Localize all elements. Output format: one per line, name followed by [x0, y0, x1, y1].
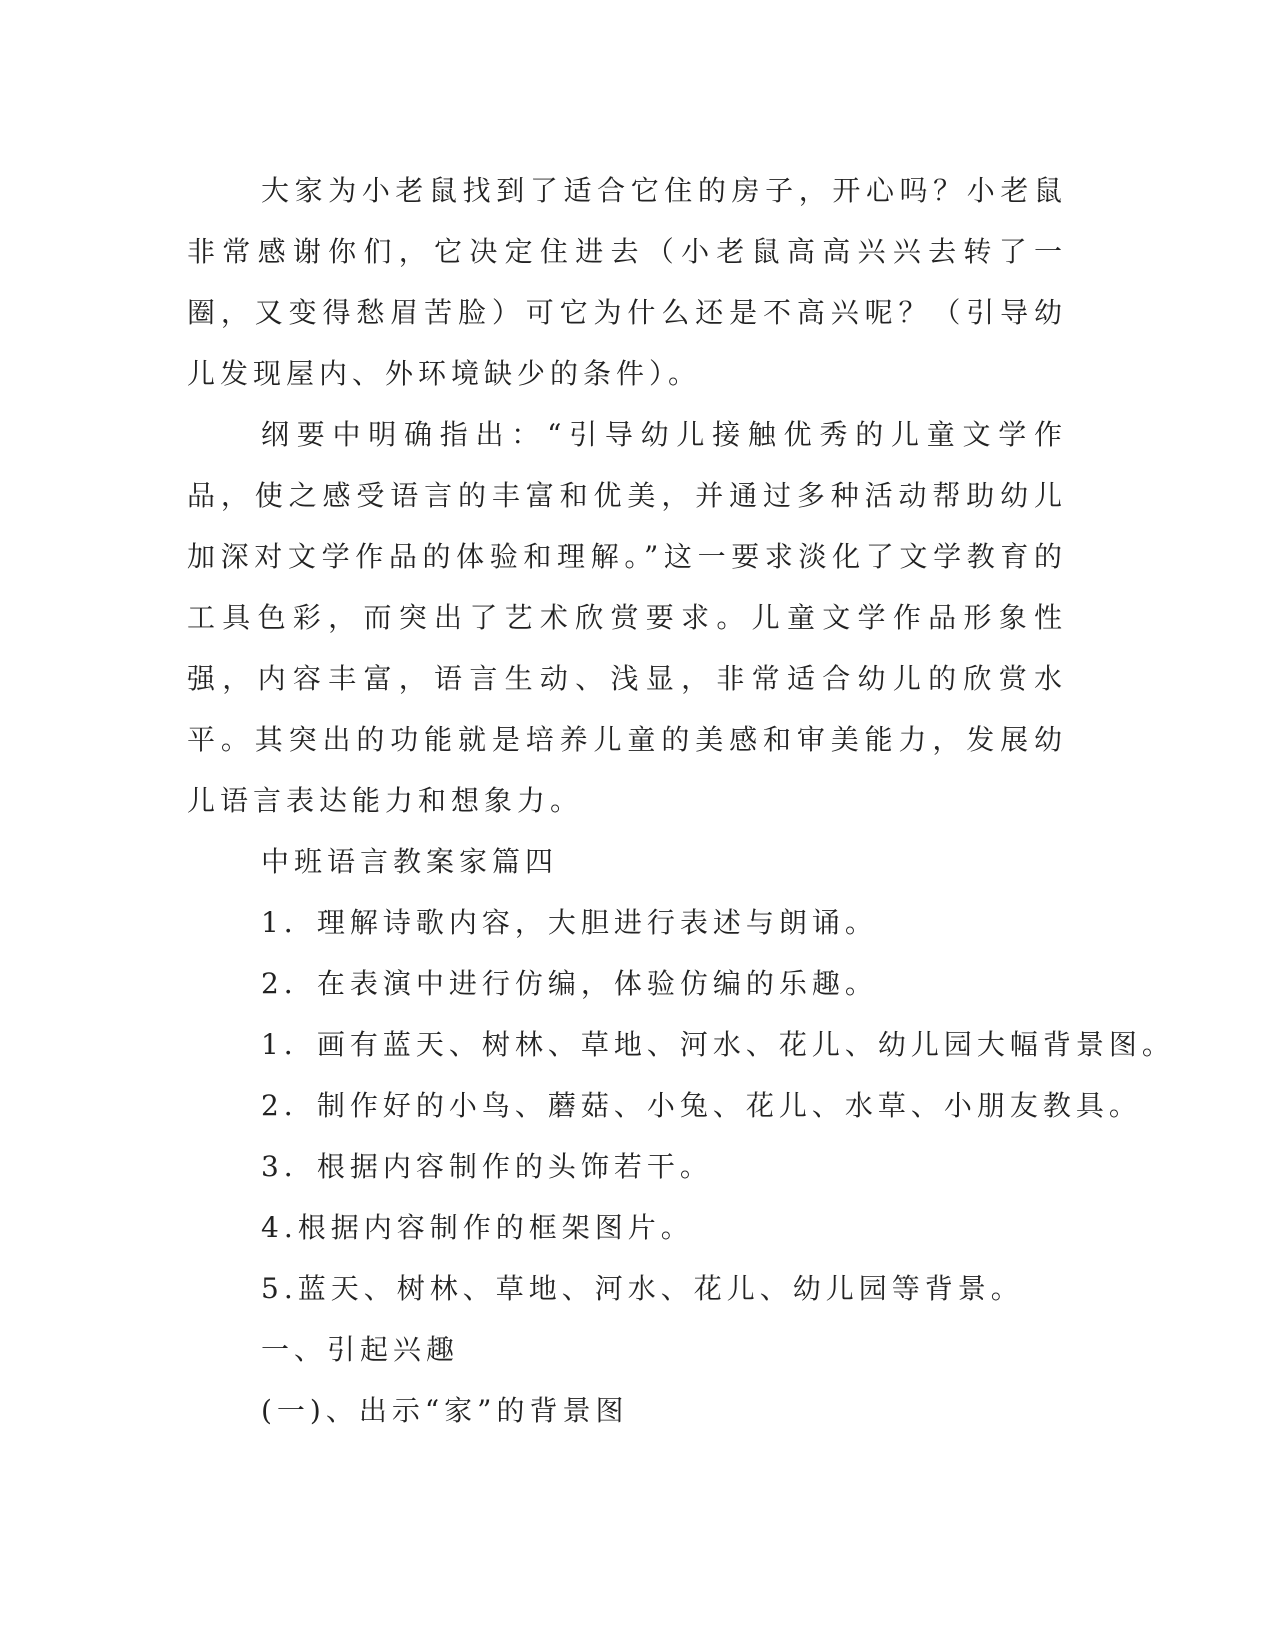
- material-item-3: 3．根据内容制作的头饰若干。: [261, 1150, 713, 1183]
- step-heading: 一、引起兴趣: [261, 1333, 460, 1366]
- goal-item-1: 1．理解诗歌内容，大胆进行表述与朗诵。: [261, 906, 878, 939]
- material-item-2: 2．制作好的小鸟、蘑菇、小兔、花儿、水草、小朋友教具。: [261, 1089, 1142, 1122]
- material-item-4: 4.根据内容制作的框架图片。: [261, 1211, 694, 1244]
- material-item-1: 1．画有蓝天、树林、草地、河水、花儿、幼儿园大幅背景图。: [261, 1028, 1175, 1061]
- section-heading: 中班语言教案家篇四: [261, 845, 559, 878]
- paragraph-outline-quote: 纲要中明确指出：“引导幼儿接触优秀的儿童文学作品，使之感受语言的丰富和优美，并通过多种活动帮助幼儿加深对文学作品的体验和理解。”这一要求淡化了文学教育的工具色彩，而突出了艺术欣赏要求。儿童文学作品形象性强，内容丰富，语言生动、浅显，非常适合幼儿的欣赏水平。其突出的功能就是培养儿童的美感和审美能力，发展幼儿语言表达能力和想象力。: [187, 418, 1067, 817]
- goal-item-2: 2．在表演中进行仿编，体验仿编的乐趣。: [261, 967, 878, 1000]
- material-item-5: 5.蓝天、树林、草地、河水、花儿、幼儿园等背景。: [261, 1272, 1024, 1305]
- paragraph-mouse-house: 大家为小老鼠找到了适合它住的房子，开心吗？小老鼠非常感谢你们，它决定住进去（小老鼠高高兴兴去转了一圈，又变得愁眉苦脸）可它为什么还是不高兴呢？（引导幼儿发现屋内、外环境缺少的条件）。: [187, 174, 1067, 390]
- step-substep: (一)、出示“家”的背景图: [261, 1394, 629, 1427]
- document-body: [187, 160, 1175, 1441]
